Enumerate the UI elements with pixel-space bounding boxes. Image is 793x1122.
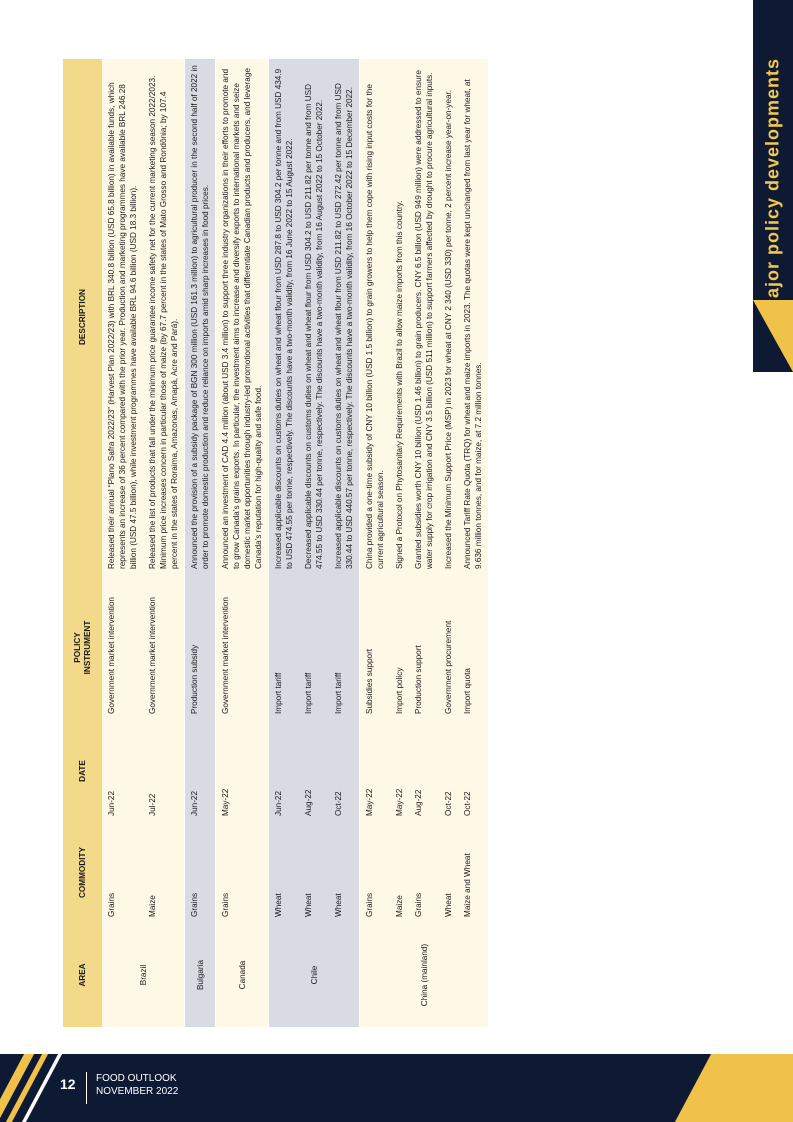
table-header-row	[63, 59, 102, 1027]
table-row	[458, 59, 488, 1027]
table-row	[360, 59, 391, 1027]
cell-description: Increased the Minimum Support Price (MSP) in 2023 for wheat at CNY 2 340 (USD 330) per tonne, 2 percent increase year-on-year.	[439, 59, 458, 575]
table-row	[409, 59, 439, 1027]
cell-instrument: Subsidies support	[360, 575, 391, 720]
cell-instrument: Production subsidy	[185, 575, 216, 720]
cell-instrument: Import tariff	[269, 575, 300, 720]
table-row	[143, 59, 185, 1027]
cell-date: Aug-22	[409, 720, 439, 822]
cell-commodity: Maize and Wheat	[458, 822, 488, 923]
cell-commodity: Grains	[216, 822, 269, 923]
cell-date: Oct-22	[439, 720, 458, 822]
header-date: DATE	[63, 720, 102, 822]
cell-commodity: Grains	[360, 822, 391, 923]
cell-date: May-22	[360, 720, 391, 822]
cell-description: Increased applicable discounts on customs duties on wheat and wheat flour from USD 287.8 to USD 304.2 per tonne and from USD 434.9 to USD 474.55 per tonne, respectively. The discounts have a two-month validity, from 16 June 2022 to 15 August 2022.	[269, 59, 300, 575]
cell-description: Granted subsidies worth CNY 10 billion (USD 1.46 billion) to grain producers. CNY 6.5 billion (USD 949 million) were addressed to ensure water supply for crop irrigation and CNY 3.5 billion (USD 511 million) to support farmers affected by drought to procure agricultural inputs.	[409, 59, 439, 575]
cell-date: May-22	[390, 720, 409, 822]
table-row	[439, 59, 458, 1027]
table-row	[269, 59, 300, 1027]
cell-description: Signed a Protocol on Phytosanitary Requirements with Brazil to allow maize imports from this country.	[390, 59, 409, 575]
cell-commodity: Maize	[143, 822, 185, 923]
cell-commodity: Wheat	[299, 822, 329, 923]
header-commodity: COMMODITY	[63, 822, 102, 923]
cell-instrument: Import quota	[458, 575, 488, 720]
header-instrument-line2: INSTRUMENT	[82, 620, 92, 675]
cell-date: Jun-22	[269, 720, 300, 822]
cell-description: Announced the provision of a subsidy package of BGN 300 million (USD 161.3 million) to agricultural producer in the second half of 2022 in order to promote domestic production and reduce reliance on imports amid sharp increases in food prices.	[185, 59, 216, 575]
table-row	[390, 59, 409, 1027]
cell-area: Bulgaria	[185, 923, 216, 1027]
table-body	[102, 59, 488, 1027]
cell-commodity: Wheat	[269, 822, 300, 923]
header-instrument-line1: POLICY	[72, 632, 82, 663]
cell-commodity: Grains	[409, 822, 439, 923]
cell-date: Jun-22	[185, 720, 216, 822]
cell-date: Jun-22	[102, 720, 143, 822]
cell-description: Released the list of products that fall under the minimum price guarantee income safety net for the current marketing season 2022/2023. Minimum price increases concern in particular those of maize (by 67.7 percent in the states of Mato Grosso and Rondônia; by 107.4 percent in the states of Roraima, Amazonas, Amapá, Acre and Pará).	[143, 59, 185, 575]
cell-description: China provided a one-time subsidy of CNY 10 billion (USD 1.5 billion) to grain growers to help them cope with rising input costs for the current agricultural season.	[360, 59, 391, 575]
cell-description: Announced an investment of CAD 4.4 million (about USD 3.4 million) to support three industry organizations in their efforts to promote and to grow Canada’s grains exports. In particular, the investment aims to increase and diversify exports to international markets and seize domestic market opportunities through industry-led promotional activities that differentiate Canadian products and producers, and leverage Canada’s reputation for high-quality and safe food.	[216, 59, 269, 575]
header-instrument	[63, 575, 102, 720]
table-row	[329, 59, 360, 1027]
cell-instrument: Import tariff	[329, 575, 360, 720]
cell-commodity: Maize	[390, 822, 409, 923]
cell-date: Oct-22	[329, 720, 360, 822]
cell-description: Increased applicable discounts on customs duties on wheat and wheat flour from USD 211.82 to USD 272.42 per tonne and from USD 330.44 to USD 440.57 per tonne, respectively. The discounts have a two-month validity, from 16 October 2022 to 15 December 2022.	[329, 59, 360, 575]
cell-description: Released their annual “Plano Safra 2022/23” (Harvest Plan 2022/23) with BRL 340.8 billion (USD 65.8 billion) in available funds, which represents an increase of 36 percent compared with the prior year. Production and marketing programmes have available BRL 246.28 billion (USD 47.5 billion), while investment programmes have available BRL 94.6 billion (USD 18.3 billion).	[102, 59, 143, 575]
publication-issue: NOVEMBER 2022	[96, 1086, 179, 1097]
cell-instrument: Government market intervention	[143, 575, 185, 720]
policy-table-rotated	[63, 59, 736, 1027]
cell-area: China (mainland)	[360, 923, 489, 1027]
table-row	[299, 59, 329, 1027]
policy-table	[63, 59, 488, 1027]
cell-date: Jul-22	[143, 720, 185, 822]
cell-date: Oct-22	[458, 720, 488, 822]
header-description: DESCRIPTION	[63, 59, 102, 575]
cell-instrument: Import policy	[390, 575, 409, 720]
cell-instrument: Import tariff	[299, 575, 329, 720]
cell-date: Aug-22	[299, 720, 329, 822]
cell-description: Announced Tariff Rate Quota (TRQ) for wheat and maize imports in 2023. The quotas were kept unchanged from last year for wheat, at 9.636 million tonnes, and for maize, at 7.2 million tonnes.	[458, 59, 488, 575]
cell-area: Canada	[216, 923, 269, 1027]
policy-table-container	[63, 59, 736, 1027]
cell-commodity: Grains	[185, 822, 216, 923]
cell-instrument: Government market intervention	[102, 575, 143, 720]
footer-gold-block	[675, 1054, 793, 1122]
publication-title: FOOD OUTLOOK	[96, 1073, 177, 1084]
cell-commodity: Grains	[102, 822, 143, 923]
cell-instrument: Government procurement	[439, 575, 458, 720]
section-title: Major policy developments	[762, 57, 783, 315]
cell-area: Chile	[269, 923, 360, 1027]
publication-info	[96, 1072, 178, 1098]
cell-instrument: Government market intervention	[216, 575, 269, 720]
cell-description: Decreased applicable discounts on customs duties on wheat and wheat flour from USD 304.2 to USD 211.82 per tonne and from USD 474.55 to USD 330.44 per tonne, respectively. The discounts have a two-month validity, from 16 August 2022 to 15 October 2022.	[299, 59, 329, 575]
footer-divider	[86, 1072, 87, 1104]
footer	[0, 1054, 793, 1122]
cell-instrument: Production support	[409, 575, 439, 720]
cell-date: May-22	[216, 720, 269, 822]
table-row	[185, 59, 216, 1027]
page-number: 12	[60, 1076, 76, 1092]
cell-area: Brazil	[102, 923, 185, 1027]
table-row	[216, 59, 269, 1027]
cell-commodity: Wheat	[329, 822, 360, 923]
header-area: AREA	[63, 923, 102, 1027]
gold-corner-decoration	[753, 300, 793, 372]
cell-commodity: Wheat	[439, 822, 458, 923]
table-row	[102, 59, 143, 1027]
